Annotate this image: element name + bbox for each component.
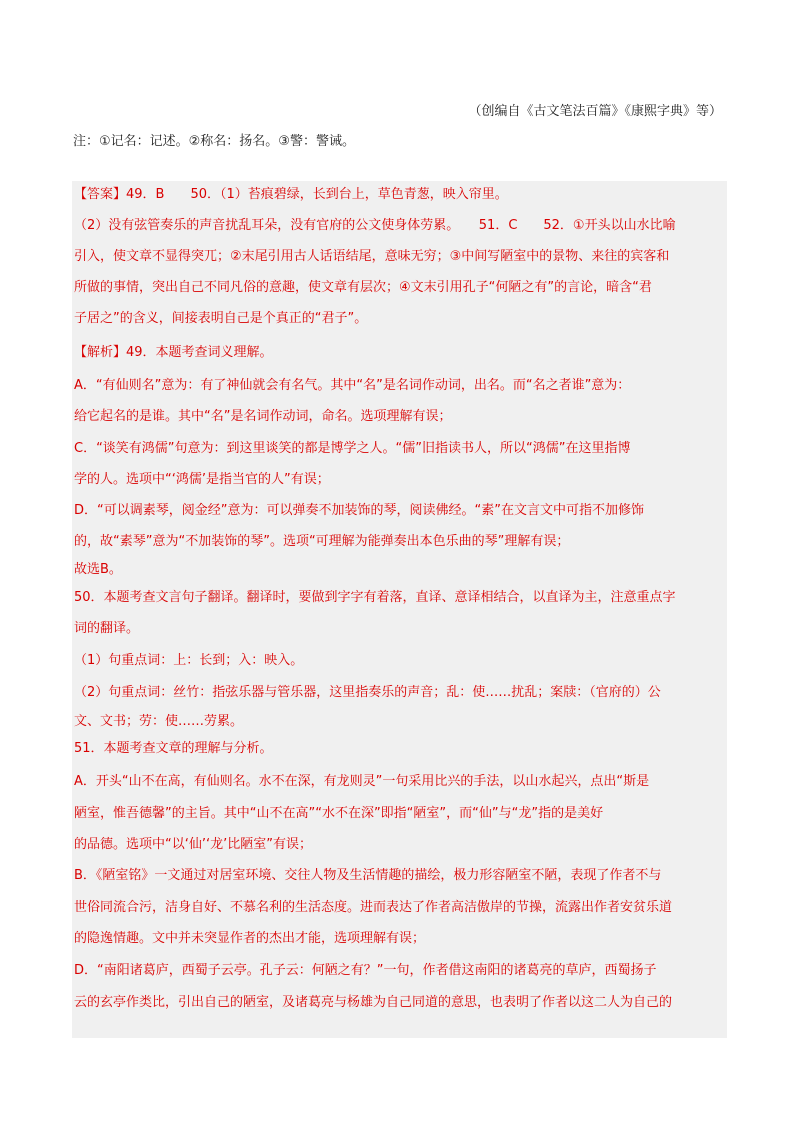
analysis-line: 51．本题考查文章的理解与分析。 xyxy=(74,741,273,756)
analysis-line: 50．本题考查文言句子翻译。翻译时，要做到字字有着落，直译、意译相结合，以直译为主，注意重点字 xyxy=(74,590,676,605)
analysis-line: A．开头“山不在高，有仙则名。水不在深，有龙则灵”一句采用比兴的手法，以山水起兴，点出“斯是 xyxy=(74,774,650,789)
analysis-line: 的品德。选项中“以‘仙’‘龙’比陋室”有误； xyxy=(74,837,312,852)
answer-line: （2）没有弦管奏乐的声音扰乱耳朵，没有官府的公文使身体劳累。 51．C 52．①开头以山水比喻 xyxy=(74,218,676,233)
analysis-line: D．“可以调素琴，阅金经”意为：可以弹奏不加装饰的琴，阅读佛经。“素”在文言文中可指不加修饰 xyxy=(74,503,644,518)
answer-line: 引入，使文章不显得突兀；②末尾引用古人话语结尾，意味无穷；③中间写陋室中的景物、来往的宾客和 xyxy=(74,249,670,264)
analysis-line: 陋室，惟吾德馨”的主旨。其中“山不在高”“水不在深”即指“陋室”，而“仙”与“龙”指的是美好 xyxy=(74,806,604,821)
analysis-line: 【解析】49．本题考查词义理解。 xyxy=(74,345,273,360)
analysis-line: B．《陋室铭》一文通过对居室环境、交往人物及生活情趣的描绘，极力形容陋室不陋，表现了作者不与 xyxy=(74,868,662,883)
analysis-line: 的，故“素琴”意为“不加装饰的琴”。选项“可理解为能弹奏出本色乐曲的琴”理解有误； xyxy=(74,534,570,549)
analysis-line: D．“南阳诸葛庐，西蜀子云亭。孔子云：何陋之有？”一句，作者借这南阳的诸葛亮的草庐，西蜀扬子 xyxy=(74,963,657,978)
analysis-line: （2）句重点词：丝竹：指弦乐器与管乐器，这里指奏乐的声音；乱：使……扰乱；案牍：（官府的）公 xyxy=(74,685,661,700)
answer-line: 所做的事情，突出自己不同凡俗的意趣，使文章有层次；④文末引用孔子“何陋之有”的言论，暗含“君 xyxy=(74,280,652,295)
footnote-line: 注：①记名：记述。②称名：扬名。③警：警诫。 xyxy=(73,134,355,149)
analysis-line: 世俗同流合污，洁身自好、不慕名利的生活态度。进而表达了作者高洁傲岸的节操，流露出作者安贫乐道 xyxy=(74,900,673,915)
analysis-line: 云的玄亭作类比，引出自己的陋室，及诸葛亮与杨雄为自己同道的意思，也表明了作者以这二人为自己的 xyxy=(74,995,673,1010)
analysis-line: A．“有仙则名”意为：有了神仙就会有名气。其中“名”是名词作动词，出名。而“名之者谁”意为： xyxy=(74,378,631,393)
source-citation: （创编自《古文笔法百篇》《康熙字典》等） xyxy=(468,104,722,119)
analysis-line: C．“谈笑有鸿儒”句意为：到这里谈笑的都是博学之人。“儒”旧指读书人，所以“鸿儒”在这里指博 xyxy=(74,441,631,456)
analysis-line: 故选B。 xyxy=(74,562,122,577)
analysis-line: 文、文书；劳：使……劳累。 xyxy=(74,714,244,729)
analysis-line: 给它起名的是谁。其中“名”是名词作动词，命名。选项理解有误； xyxy=(74,409,452,424)
analysis-line: 词的翻译。 xyxy=(74,621,140,636)
answer-line: 【答案】49．B 50．（1）苔痕碧绿，长到台上，草色青葱，映入帘里。 xyxy=(74,187,508,202)
analysis-line: （1）句重点词：上：长到；入：映入。 xyxy=(74,653,304,668)
analysis-line: 的隐逸情趣。文中并未突显作者的杰出才能，选项理解有误； xyxy=(74,931,426,946)
analysis-line: 学的人。选项中“‘鸿儒’是指当官的人”有误； xyxy=(74,472,330,487)
answer-analysis-section xyxy=(72,181,727,1038)
answer-line: 子居之”的含义，间接表明自己是个真正的“君子”。 xyxy=(74,311,368,326)
